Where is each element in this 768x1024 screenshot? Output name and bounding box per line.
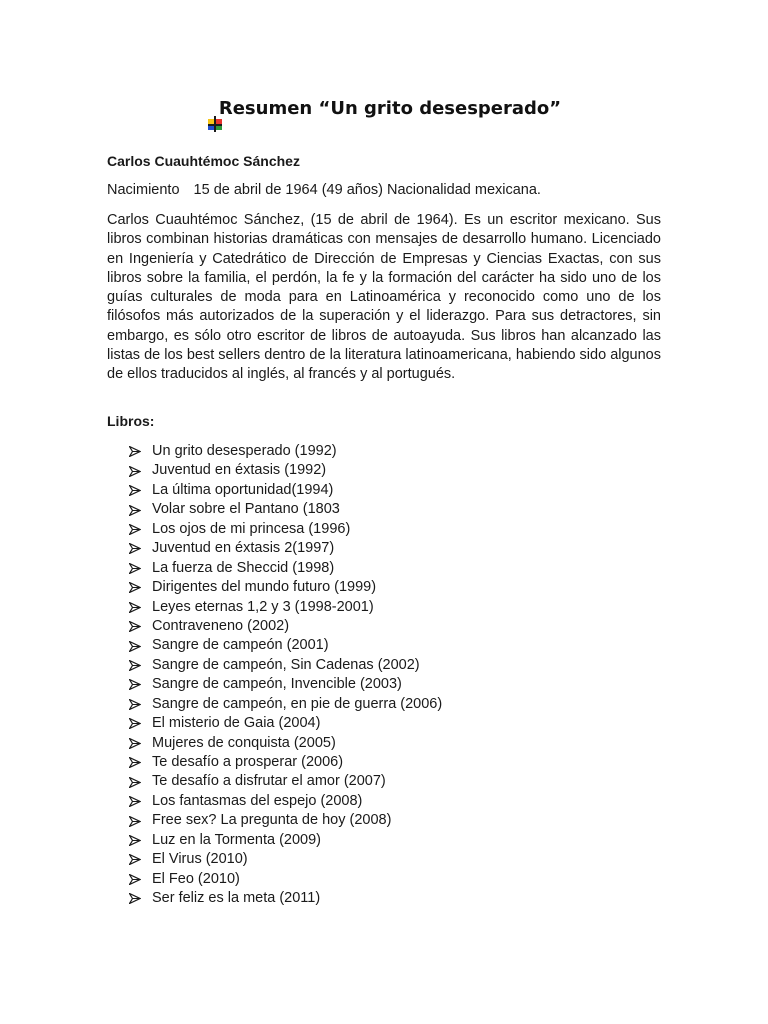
list-item [128,753,442,772]
book-title: Sangre de campeón, Sin Cadenas (2002) [152,656,420,673]
book-title: Contraveneno (2002) [152,617,290,634]
arrowhead-bullet-icon [128,850,152,869]
list-item [128,520,442,539]
arrowhead-bullet-icon [128,481,152,500]
book-title: Ser feliz es la meta (2011) [152,890,321,907]
list-item [128,636,442,655]
arrowhead-bullet-icon [128,656,152,675]
list-item [128,539,442,558]
arrowhead-bullet-icon [128,501,152,520]
book-title: Sangre de campeón, Invencible (2003) [152,676,402,693]
book-title: Un grito desesperado (1992) [152,443,337,459]
list-item [128,811,442,830]
list-item [128,675,442,694]
list-item [128,598,442,617]
arrowhead-bullet-icon [128,773,152,792]
book-title: Free sex? La pregunta de hoy (2008) [152,812,392,829]
list-item [128,889,442,908]
book-title: Sangre de campeón (2001) [152,637,329,654]
book-title: El Virus (2010) [152,851,248,868]
books-heading: Libros: [107,413,155,429]
arrowhead-bullet-icon [128,520,152,539]
book-title: Dirigentes del mundo futuro (1999) [152,579,377,596]
book-title: La fuerza de Sheccid (1998) [152,559,335,576]
list-item [128,831,442,850]
book-title: Los fantasmas del espejo (2008) [152,792,363,809]
list-item [128,714,442,733]
list-item [128,578,442,597]
arrowhead-bullet-icon [128,462,152,481]
arrowhead-bullet-icon [128,675,152,694]
arrowhead-bullet-icon [128,559,152,578]
list-item [128,500,442,519]
book-title: Mujeres de conquista (2005) [152,734,336,751]
book-title: Volar sobre el Pantano (1803 [152,501,340,518]
arrowhead-bullet-icon [128,598,152,617]
arrowhead-bullet-icon [128,734,152,753]
list-item [128,442,442,461]
author-name: Carlos Cuauhtémoc Sánchez [107,153,300,169]
list-item [128,656,442,675]
arrowhead-bullet-icon [128,753,152,772]
book-title: El Feo (2010) [152,870,240,887]
arrowhead-bullet-icon [128,792,152,811]
list-item [128,617,442,636]
book-title: Luz en la Tormenta (2009) [152,831,322,848]
book-title: Juventud en éxtasis 2(1997) [152,540,335,557]
arrowhead-bullet-icon [128,578,152,597]
book-title: Los ojos de mi princesa (1996) [152,520,351,537]
birth-line [107,182,541,198]
biography-paragraph: Carlos Cuauhtémoc Sánchez, (15 de abril de 1964). Es un escritor mexicano. Sus libros combinan historias dramáticas con mensajes de desarrollo humano. Licenciado en Ingeniería y Catedrático de Dirección de Empresas y Ciencias Exactas, con sus libros sobre la familia, el perdón, la fe y la formación del carácter ha sido uno de los guías culturales de moda para en Latinoamérica y reconocido como uno de los filósofos más autorizados de la superación y el liderazgo. Para sus detractores, sin embargo, es sólo otro escritor de libros de autoayuda. Sus libros han alcanzado las listas de los best sellers dentro de la literatura latinoamericana, habiendo sido algunos de ellos traducidos al inglés, al francés y al portugués. [107,212,661,383]
arrowhead-bullet-icon [128,889,152,908]
arrowhead-bullet-icon [128,539,152,558]
arrowhead-bullet-icon [128,870,152,889]
book-title: El misterio de Gaia (2004) [152,715,321,732]
document-title: Resumen “Un grito desesperado” [218,98,562,119]
list-item [128,772,442,791]
birth-label: Nacimiento [107,182,180,198]
arrowhead-bullet-icon [128,695,152,714]
list-item [128,695,442,714]
list-item [128,870,442,889]
birth-value: 15 de abril de 1964 (49 años) Nacionalidad mexicana. [193,182,541,198]
arrowhead-bullet-icon [128,442,152,461]
list-item [128,559,442,578]
list-item [128,461,442,480]
book-title: Te desafío a prosperar (2006) [152,754,344,770]
book-title: Juventud en éxtasis (1992) [152,462,327,479]
arrowhead-bullet-icon [128,637,152,656]
list-item [128,792,442,811]
list-item [128,850,442,869]
books-list [128,442,442,909]
book-title: Sangre de campeón, en pie de guerra (2006) [152,695,443,712]
book-title: La última oportunidad(1994) [152,481,334,498]
book-title: Te desafío a disfrutar el amor (2007) [152,773,386,790]
list-item [128,734,442,753]
arrowhead-bullet-icon [128,617,152,636]
arrowhead-bullet-icon [128,812,152,831]
list-item [128,481,442,500]
arrowhead-bullet-icon [128,714,152,733]
arrowhead-bullet-icon [128,831,152,850]
book-title: Leyes eternas 1,2 y 3 (1998-2001) [152,598,374,615]
